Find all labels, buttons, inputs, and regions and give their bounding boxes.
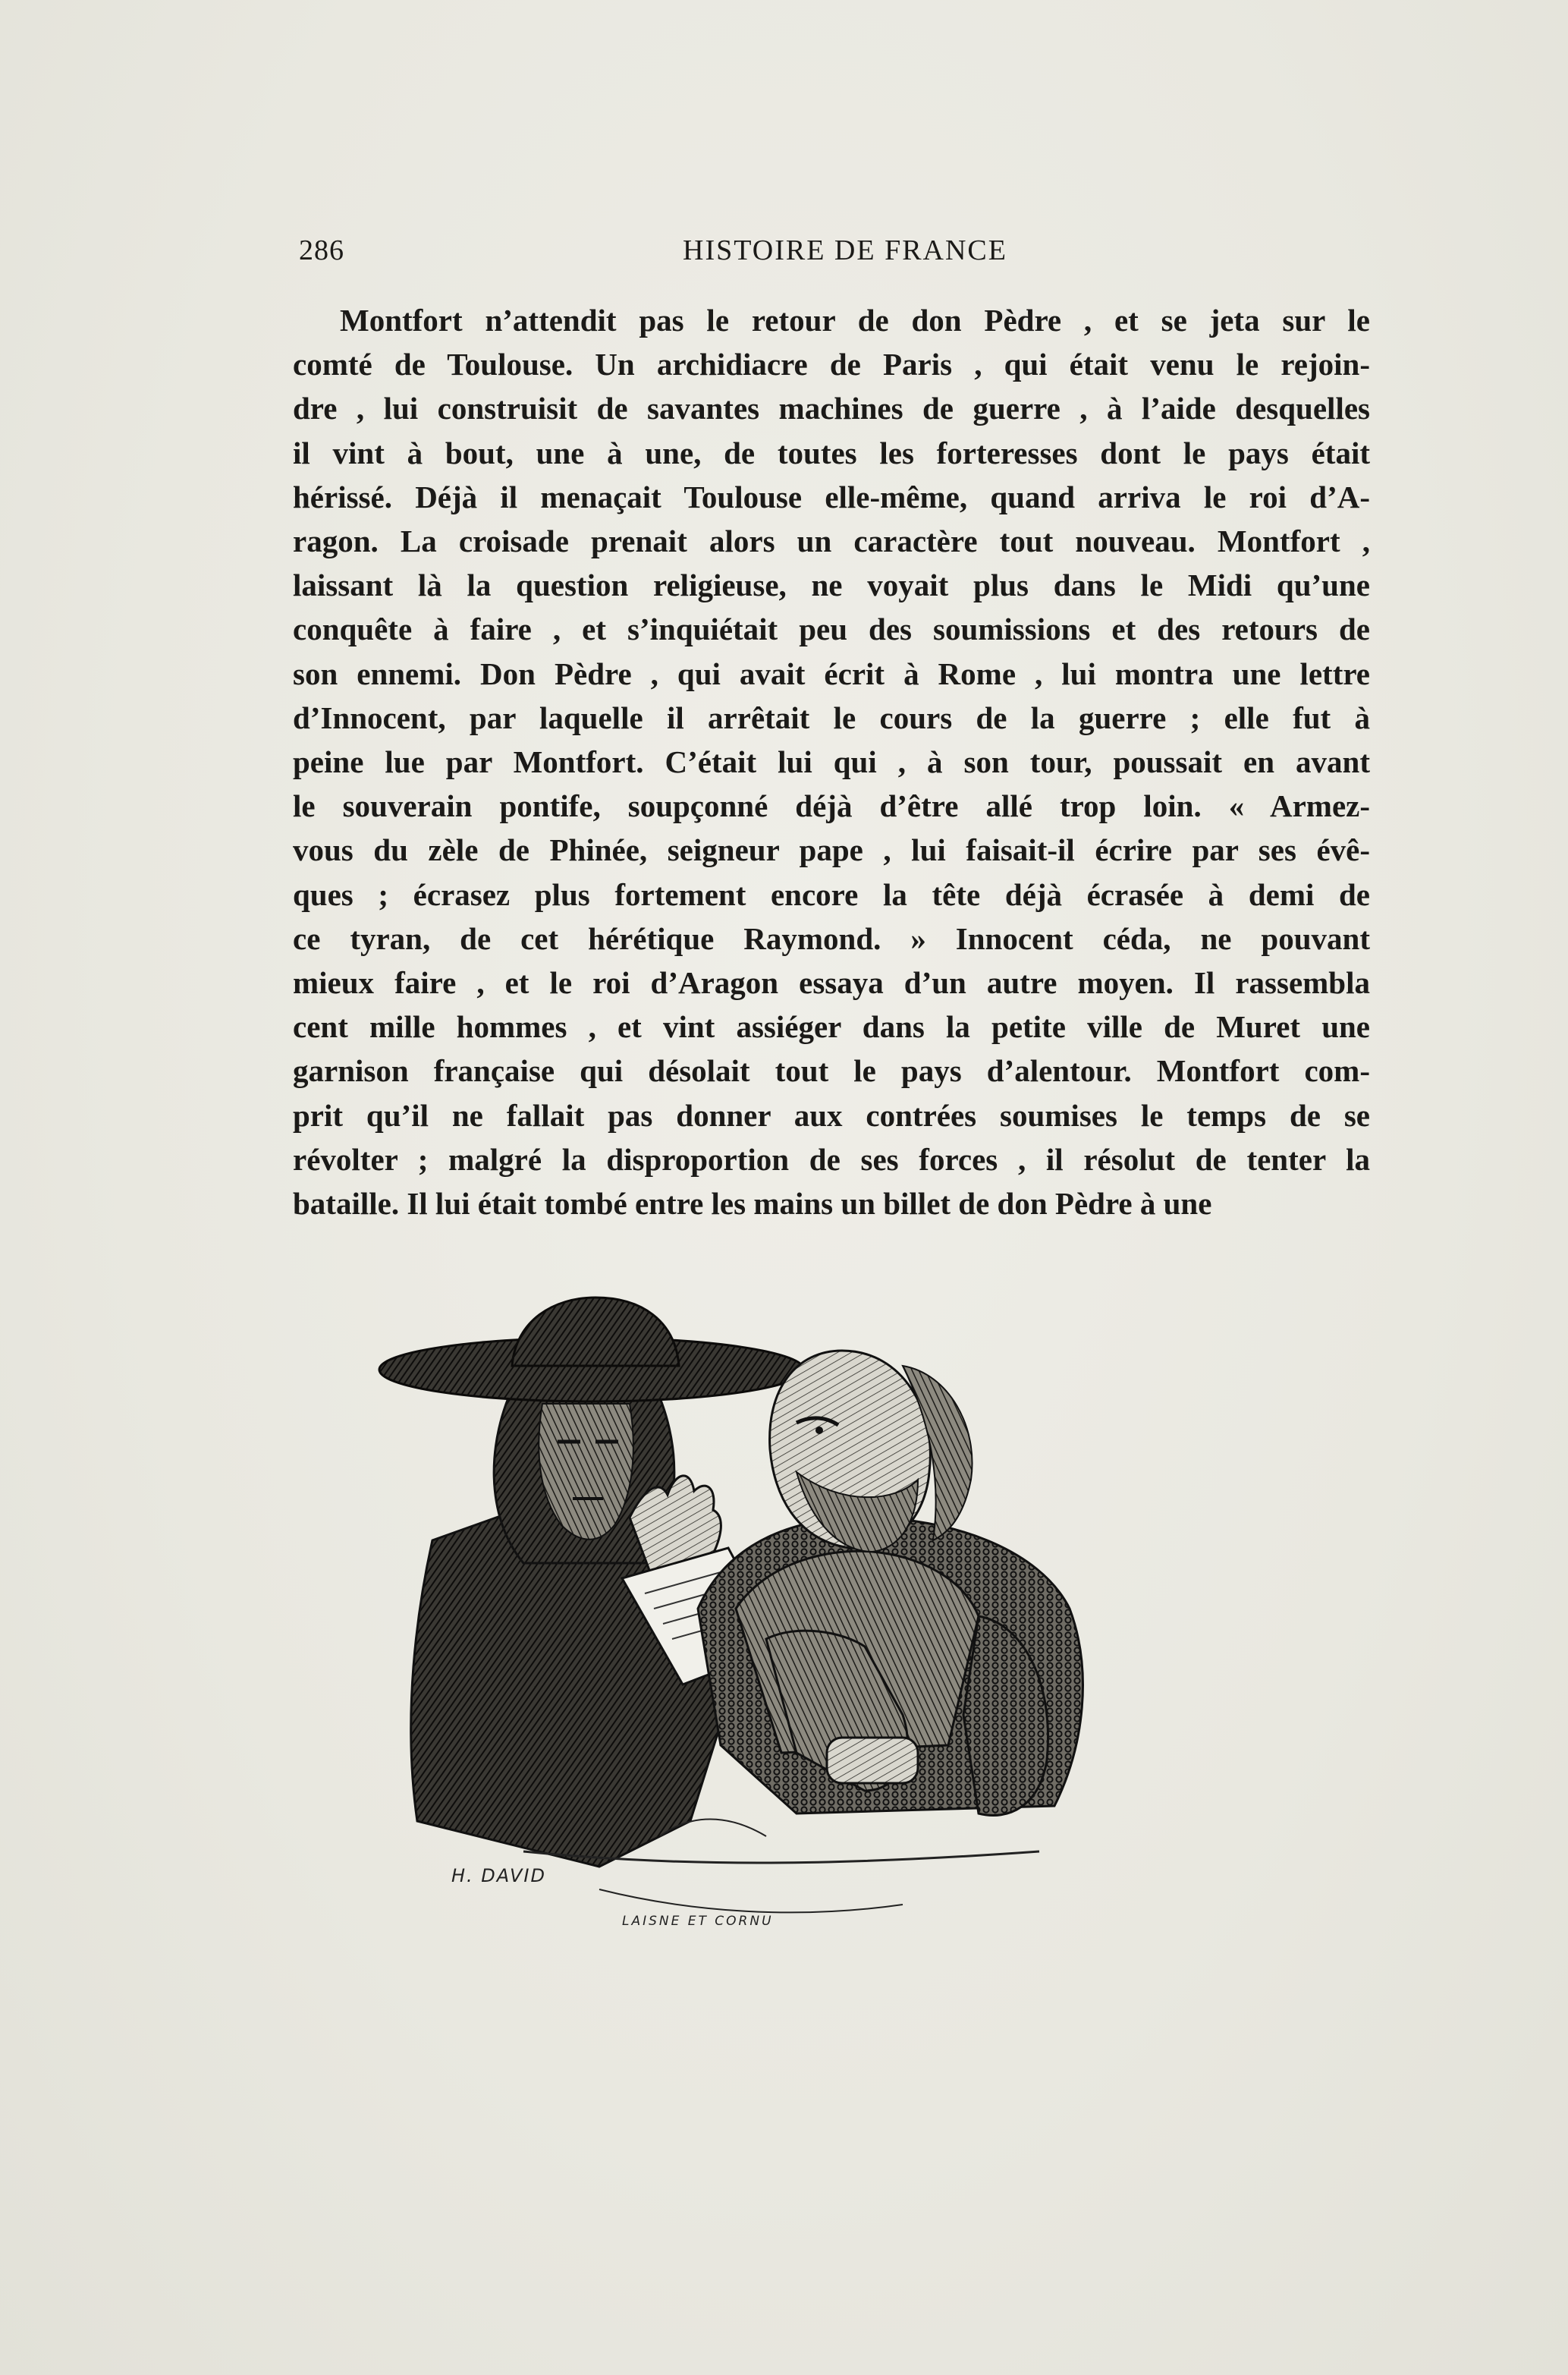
knight-figure xyxy=(698,1351,1083,1815)
text-line: son ennemi. Don Pèdre , qui avait écrit à Rome , lui montra une lettre xyxy=(293,656,1370,691)
text-line: le souverain pontife, soupçonné déjà d’être allé trop loin. « Armez- xyxy=(293,788,1370,824)
text-line: il vint à bout, une à une, de toutes les forteresses dont le pays était xyxy=(293,435,1370,470)
text-line: cent mille hommes , et vint assiéger dans la petite ville de Muret une xyxy=(293,1009,1370,1045)
text-line: d’Innocent, par laquelle il arrêtait le cours de la guerre ; elle fut à xyxy=(293,700,1370,735)
text-line: dre , lui construisit de savantes machines de guerre , à l’aide desquelles xyxy=(293,391,1370,426)
text-line: ragon. La croisade prenait alors un caractère tout nouveau. Montfort , xyxy=(293,524,1370,559)
text-line: peine lue par Montfort. C’était lui qui , à son tour, poussait en avant xyxy=(293,744,1370,780)
engraver-signature: LAISNE ET CORNU xyxy=(622,1914,774,1929)
artist-signature: H. DAVID xyxy=(451,1865,546,1886)
page-header xyxy=(299,234,1370,273)
text-line: vous du zèle de Phinée, seigneur pape , lui faisait-il écrire par ses évê- xyxy=(293,832,1370,868)
text-line: hérissé. Déjà il menaçait Toulouse elle-même, quand arriva le roi d’A- xyxy=(293,479,1370,514)
text-line: garnison française qui désolait tout le pays d’alentour. Montfort com- xyxy=(293,1053,1370,1089)
text-line: conquête à faire , et s’inquiétait peu des soumissions et des retours de xyxy=(293,612,1370,647)
text-line: Montfort n’attendit pas le retour de don Pèdre , et se jeta sur le xyxy=(340,303,1370,338)
text-line: mieux faire , et le roi d’Aragon essaya d’un autre moyen. Il rassembla xyxy=(293,965,1370,1001)
text-line: prit qu’il ne fallait pas donner aux contrées soumises le temps de se xyxy=(293,1097,1370,1133)
engraving-illustration xyxy=(372,1290,1305,1958)
running-title: HISTOIRE DE FRANCE xyxy=(683,234,1007,266)
page-number: 286 xyxy=(299,234,344,266)
text-line: ques ; écrasez plus fortement encore la tête déjà écrasée à demi de xyxy=(293,876,1370,912)
body-paragraph xyxy=(293,298,1370,1225)
text-line: bataille. Il lui était tombé entre les mains un billet de don Pèdre à une xyxy=(293,1186,1212,1222)
text-line: laissant là la question religieuse, ne voyait plus dans le Midi qu’une xyxy=(293,568,1370,603)
text-line: révolter ; malgré la disproportion de ses forces , il résolut de tenter la xyxy=(293,1141,1370,1177)
text-line: ce tyran, de cet hérétique Raymond. » Innocent céda, ne pouvant xyxy=(293,920,1370,956)
text-line: comté de Toulouse. Un archidiacre de Paris , qui était venu le rejoin- xyxy=(293,347,1370,382)
